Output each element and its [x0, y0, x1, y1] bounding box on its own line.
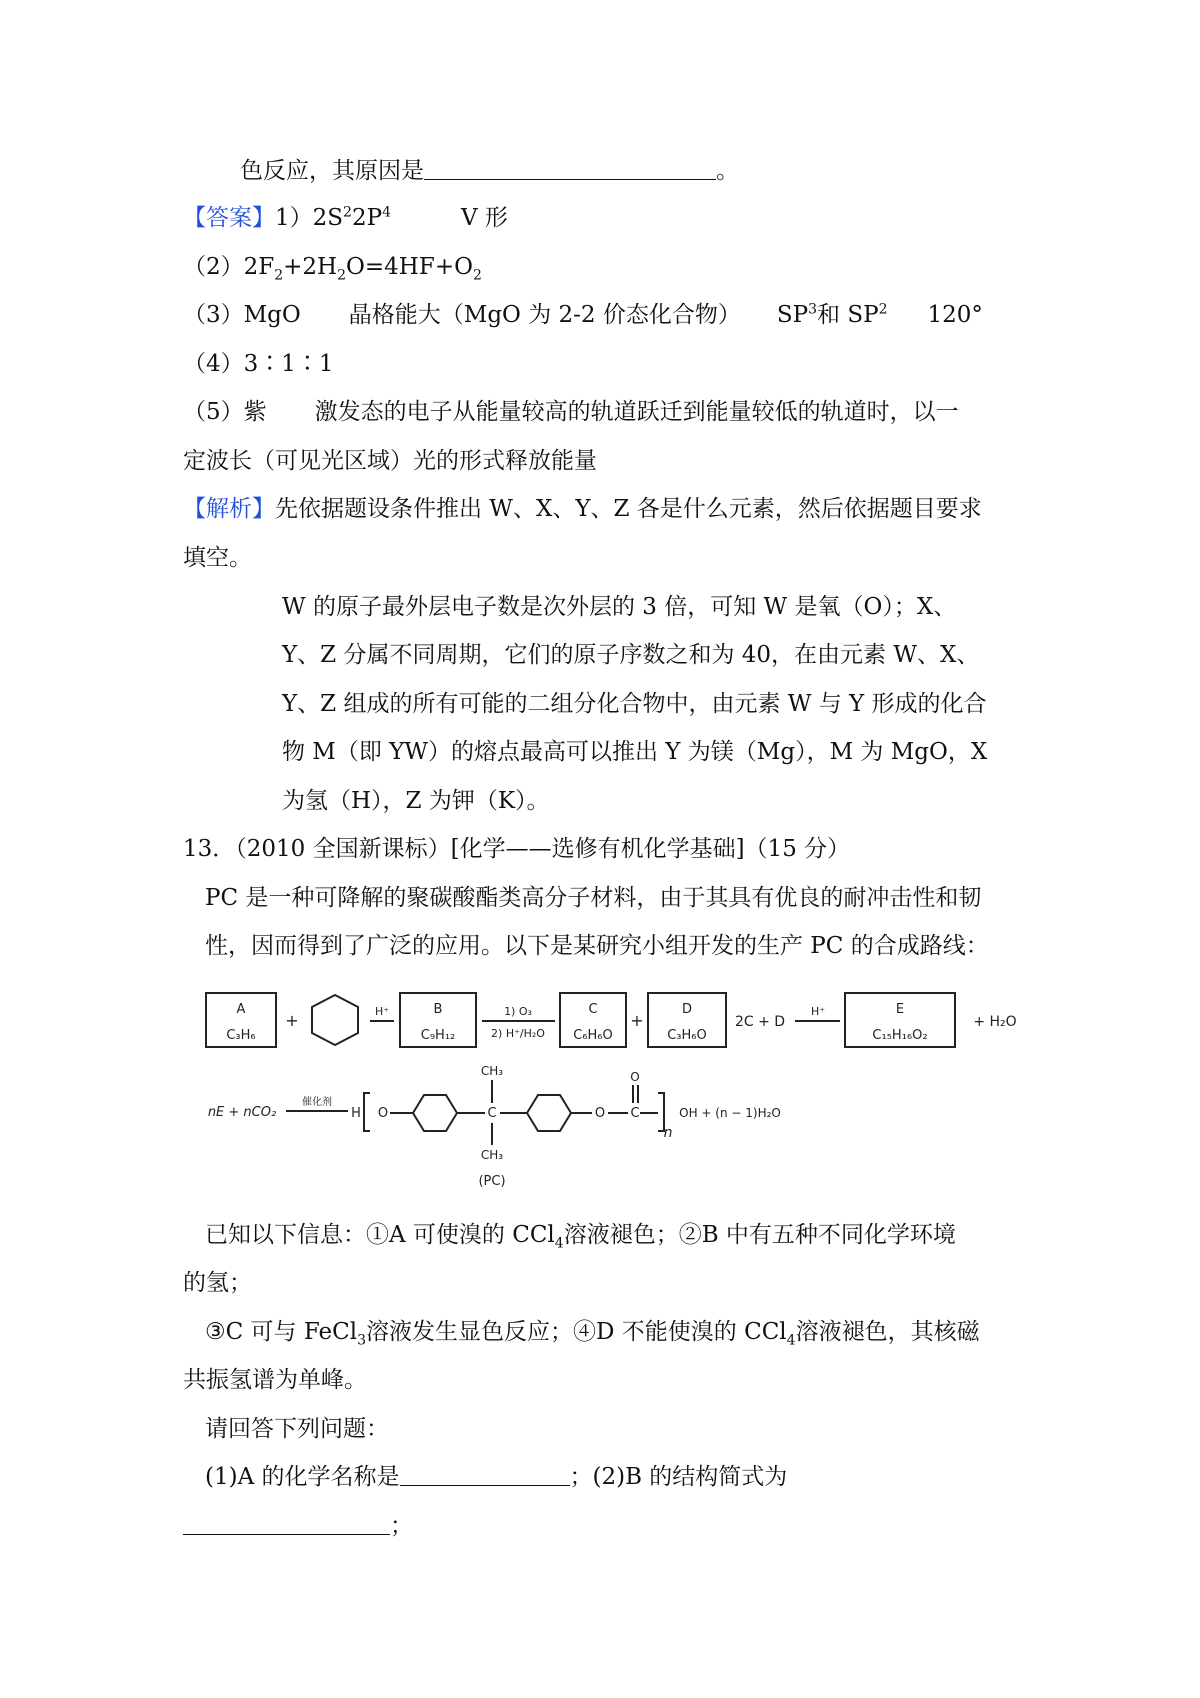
analysis-line-1: 【解析】先依据题设条件推出 W、X、Y、Z 各是什么元素，然后依据题目要求 [183, 496, 982, 522]
water-product: + H₂O [973, 1014, 1017, 1030]
acid-catalyst-2: H⁺ [810, 1005, 826, 1018]
plus-1: + [285, 1011, 299, 1030]
chain-end: OH + (n − 1)H₂O [679, 1106, 781, 1120]
acid-catalyst: H⁺ [374, 1005, 390, 1018]
methyl-top: CH₃ [480, 1064, 504, 1078]
label-b: B [433, 1002, 443, 1017]
answer-line-2: $(2)2F_2+2H_2O=4HF+O_2$ [183, 254, 482, 284]
step-2: 2) H⁺/H₂O [491, 1027, 545, 1040]
formula-b: C₉H₁₂ [420, 1028, 456, 1043]
label-d: D [681, 1002, 693, 1017]
question-1: (1)A 的化学名称是 ；(2)B 的结构简式为 [205, 1464, 788, 1490]
benzene-ring [312, 995, 358, 1045]
known-info-line-1: 已知以下信息：①A 可使溴的 CCl$_4$溶液褪色；②B 中有五种不同化学环境 [205, 1222, 956, 1252]
formula-c: C₆H₆O [573, 1028, 613, 1043]
phenylene-ring-1 [413, 1095, 457, 1131]
analysis-para-2: Y、Z 分属不同周期，它们的原子序数之和为 40，在由元素 W、X、 [282, 642, 980, 668]
answer-blank [424, 157, 716, 180]
question-2-blank-line: ； [183, 1511, 413, 1541]
question-intro-1: PC 是一种可降解的聚碳酸酯类高分子材料，由于其具有优良的耐冲击性和韧 [205, 885, 982, 911]
carbonyl-c: C [630, 1106, 640, 1121]
answer-line-1: 【答案】$1)2S^22P^4$ V 形 [183, 204, 508, 231]
formula-d: C₃H₆O [667, 1028, 707, 1043]
known-info-line-2: 的氢； [183, 1270, 252, 1296]
answer-line-3: （3）MgO 晶格能大（MgO 为 2-2 价态化合物） $SP^3$和 $SP^2$ 120° [183, 301, 983, 328]
answer-line-6: 定波长（可见光区域）光的形式释放能量 [183, 448, 597, 474]
quaternary-c: C [487, 1106, 497, 1121]
synthesis-scheme [200, 985, 1040, 1205]
label-c: C [588, 1002, 598, 1017]
question-prompt: 请回答下列问题： [205, 1416, 389, 1442]
answer-tag: 【答案】 [183, 205, 275, 231]
label-a: A [236, 1002, 246, 1017]
answer-blank-1 [400, 1463, 570, 1486]
catalyst-label: 催化剂 [302, 1097, 332, 1108]
analysis-line-2: 填空。 [183, 545, 252, 571]
ether-o-1: O [377, 1106, 389, 1121]
carbonyl-o: O [630, 1070, 640, 1084]
formula-e: C₁₅H₁₆O₂ [872, 1028, 928, 1043]
plus-2: + [630, 1011, 644, 1030]
analysis-para-3: Y、Z 组成的所有可能的二组分化合物中，由元素 W 与 Y 形成的化合 [282, 691, 987, 717]
prev-question-tail: 色反应，其原因是 。 [240, 158, 739, 184]
answer-blank-2 [183, 1512, 390, 1535]
known-info-line-3: ③C 可与 FeCl$_3$溶液发生显色反应；④D 不能使溴的 CCl$_4$溶液褪色，其核磁 [205, 1319, 980, 1349]
methyl-bottom: CH₃ [480, 1148, 504, 1162]
phenylene-ring-2 [527, 1095, 571, 1131]
analysis-tag: 【解析】 [183, 496, 275, 522]
chain-h: H [351, 1106, 361, 1121]
answer-line-5: （5）紫 激发态的电子从能量较高的轨道跃迁到能量较低的轨道时，以一 [183, 399, 959, 425]
answer-line-4: （4）3∶1∶1 [183, 351, 334, 377]
step-1: 1) O₃ [504, 1005, 532, 1018]
reaction-2-reactants: 2C + D [734, 1014, 786, 1030]
repeat-n: n [663, 1125, 673, 1141]
question-intro-2: 性，因而得到了广泛的应用。以下是某研究小组开发的生产 PC 的合成路线： [205, 933, 989, 959]
analysis-para-4: 物 M（即 YW）的熔点最高可以推出 Y 为镁（Mg），M 为 MgO，X [282, 739, 988, 765]
analysis-para-5: 为氢（H），Z 为钾（K）。 [282, 788, 550, 814]
known-info-line-4: 共振氢谱为单峰。 [183, 1367, 367, 1393]
formula-a: C₃H₆ [226, 1028, 256, 1043]
poly-reactants: nE + nCO₂ [207, 1105, 277, 1120]
ether-o-2: O [594, 1106, 606, 1121]
pc-label: (PC) [478, 1174, 506, 1189]
label-e: E [895, 1002, 905, 1017]
analysis-para-1: W 的原子最外层电子数是次外层的 3 倍，可知 W 是氧（O）；X、 [282, 594, 957, 620]
question-header: 13．（2010 全国新课标）[化学——选修有机化学基础]（15 分） [183, 836, 851, 862]
